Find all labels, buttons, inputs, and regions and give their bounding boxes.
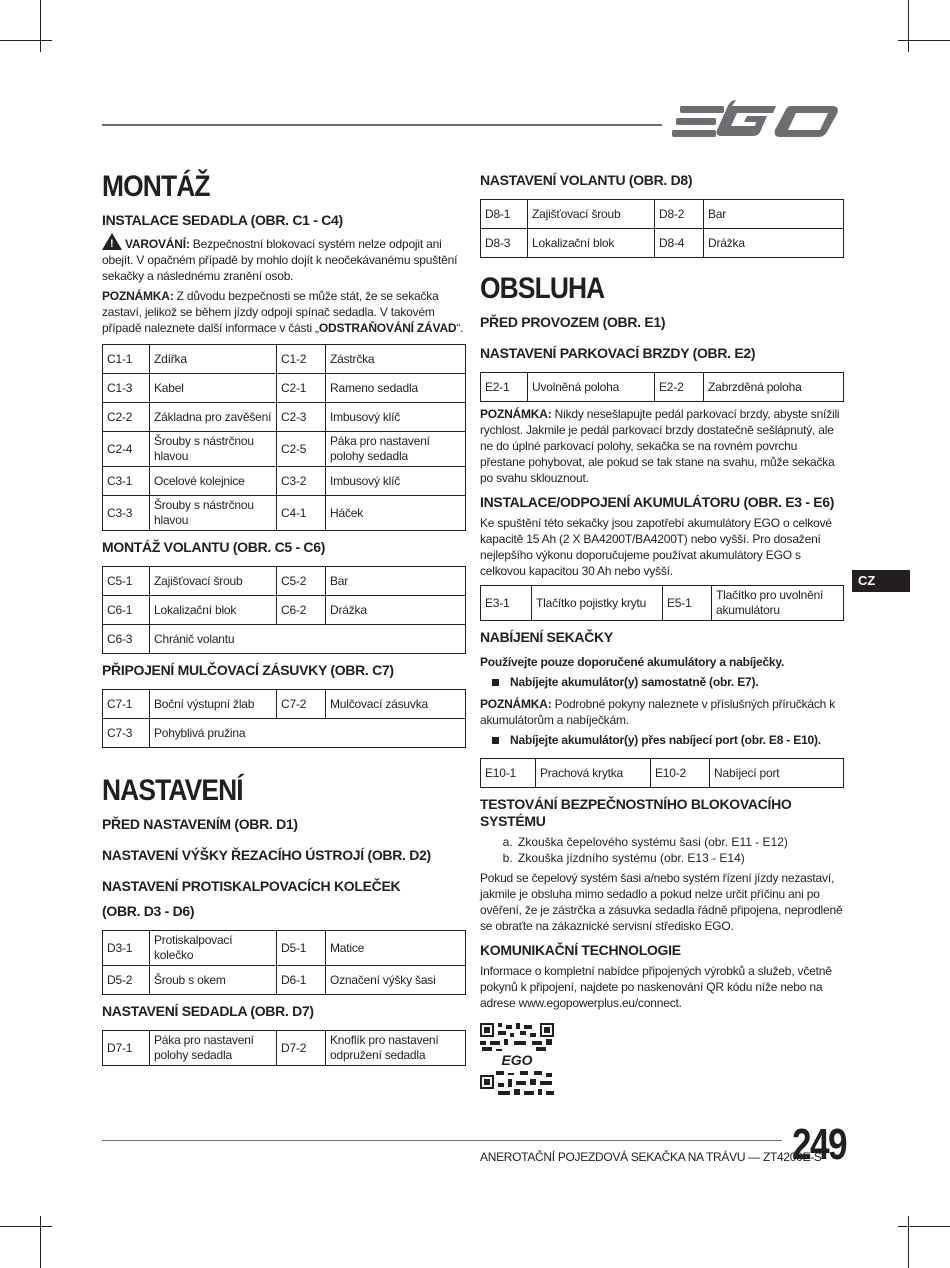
table-cell: E10-1 <box>481 759 536 788</box>
table-cell: Páka pro nastavení polohy sedadla <box>326 432 466 467</box>
subsection-title: INSTALACE SEDADLA (OBR. C1 - C4) <box>102 212 343 228</box>
table-cell: Bar <box>326 567 466 596</box>
table-row <box>103 1031 466 1066</box>
subsection-title: NABÍJENÍ SEKAČKY <box>480 629 613 645</box>
section-title-montaz: MONTÁŽ <box>102 170 210 203</box>
section-title-obsluha: OBSLUHA <box>480 272 605 305</box>
table-cell: C2-1 <box>277 374 326 403</box>
table-row <box>103 432 466 467</box>
table-cell: Mulčovací zásuvka <box>326 690 466 719</box>
table-row <box>103 403 466 432</box>
table-cell: C2-5 <box>277 432 326 467</box>
table-cell: D6-1 <box>277 966 326 995</box>
table-cell: C6-2 <box>277 596 326 625</box>
table-cell: Tlačítko pro uvolnění akumulátoru <box>712 586 844 621</box>
section-title-nastaveni: NASTAVENÍ <box>102 774 243 807</box>
subsection-title: PŘED NASTAVENÍM (OBR. D1) <box>102 816 298 832</box>
subsection-title: NASTAVENÍ PROTISKALPOVACÍCH KOLEČEK <box>102 878 401 894</box>
bullet-item: Nabíjejte akumulátor(y) přes nabíjecí port (obr. E8 - E10). <box>492 732 844 748</box>
table-cell: Šroub s okem <box>150 966 277 995</box>
table-cell: C3-3 <box>103 496 150 531</box>
warning-paragraph: ! VAROVÁNÍ: Bezpečnostní blokovací systém nelze odpojit ani obejít. V opačném případě by mohlo dojít k neočekávanému spuštění sekačky a následnému zranění osob. <box>102 233 466 284</box>
table-cell: Lokalizační blok <box>528 229 655 258</box>
note-paragraph: POZNÁMKA: Podrobné pokyny naleznete v příslušných příručkách k akumulátorům a nabíječkám. <box>480 697 836 727</box>
table-cell: Páka pro nastavení polohy sedadla <box>150 1031 277 1066</box>
crop-mark <box>908 1216 909 1268</box>
table-cell: Boční výstupní žlab <box>150 690 277 719</box>
subsection-title: TESTOVÁNÍ BEZPEČNOSTNÍHO BLOKOVACÍHO SYSTÉMU <box>480 796 792 829</box>
crop-mark <box>908 0 909 52</box>
table-cell: C3-2 <box>277 467 326 496</box>
table-cell: Zajišťovací šroub <box>150 567 277 596</box>
table-cell: Chránič volantu <box>150 625 466 654</box>
table-cell: C3-1 <box>103 467 150 496</box>
warning-icon: ! <box>102 233 122 250</box>
note-paragraph: POZNÁMKA: Nikdy nesešlapujte pedál parkovací brzdy, abyste snížili rychlost. Jakmile je pedál parkovací brzdy dostatečně sešlápnutý, ale ne do úplné parkovací polohy, sekačka se na rovném povrchu přestane pohybovat, ale pokud se tak stane na svahu, může sekačka po svahu sklouznout. <box>480 407 840 485</box>
table-cell: C2-4 <box>103 432 150 467</box>
subsection-title: NASTAVENÍ VOLANTU (OBR. D8) <box>480 172 693 188</box>
parts-table-d3 <box>102 930 466 995</box>
parts-table-d8 <box>480 199 844 258</box>
crop-mark <box>0 1226 52 1227</box>
table-row <box>103 719 466 748</box>
table-cell: Bar <box>704 200 844 229</box>
note-paragraph: POZNÁMKA: Z důvodu bezpečnosti se může stát, že se sekačka zastaví, jelikož se během jízdy odpojí spínač sedadla. V takovém případě naleznete další informace v části „ODSTRAŇOVÁNÍ ZÁVAD“. <box>102 289 464 335</box>
table-cell: Uvolněná poloha <box>528 373 655 402</box>
table-cell: Protiskalpovací kolečko <box>150 931 277 966</box>
table-row <box>481 759 844 788</box>
table-cell: D8-3 <box>481 229 528 258</box>
table-cell: D5-2 <box>103 966 150 995</box>
page-number: 249 <box>792 1120 846 1169</box>
table-cell: Nabíjecí port <box>710 759 844 788</box>
table-row <box>481 229 844 258</box>
crop-mark <box>0 40 52 41</box>
table-cell: C1-2 <box>277 345 326 374</box>
subsection-title: MONTÁŽ VOLANTU (OBR. C5 - C6) <box>102 539 326 555</box>
table-row <box>103 690 466 719</box>
footer-text: ANEROTAČNÍ POJEZDOVÁ SEKAČKA NA TRÁVU — ZT4200E-S <box>480 1150 822 1164</box>
table-cell: Tlačítko pojistky krytu <box>532 586 663 621</box>
left-column <box>102 150 466 1066</box>
table-row <box>481 373 844 402</box>
parts-table-e10 <box>480 758 844 788</box>
list-item: b. Zkouška jízdního systému (obr. E13 - E14) <box>516 850 844 866</box>
table-cell: Imbusový klíč <box>326 467 466 496</box>
parts-table-c7 <box>102 689 466 748</box>
qr-brand-label: EGO <box>501 1052 533 1068</box>
subsection-title: NASTAVENÍ PARKOVACÍ BRZDY (OBR. E2) <box>480 345 756 361</box>
body-paragraph: Ke spuštění této sekačky jsou zapotřebí akumulátory EGO o celkové kapacitě 15 Ah (2 X BA4200T/BA4200T) nebo vyšší. Pro dosažení nejlepšího výkonu doporučujeme používat akumulátory EGO s celkovou kapacitou 30 Ah nebo vyšší. <box>480 516 832 578</box>
table-row <box>103 596 466 625</box>
table-cell: Lokalizační blok <box>150 596 277 625</box>
table-cell: Označení výšky šasi <box>326 966 466 995</box>
table-cell: Ocelové kolejnice <box>150 467 277 496</box>
parts-table-c <box>102 344 466 531</box>
crop-mark <box>898 40 950 41</box>
table-cell: C7-2 <box>277 690 326 719</box>
table-row <box>103 467 466 496</box>
body-paragraph: Používejte pouze doporučené akumulátory a nabíječky. <box>480 655 785 669</box>
table-row <box>103 966 466 995</box>
subsection-title: NASTAVENÍ SEDADLA (OBR. D7) <box>102 1003 314 1019</box>
subsection-title: NASTAVENÍ VÝŠKY ŘEZACÍHO ÚSTROJÍ (OBR. D2) <box>102 847 431 863</box>
table-cell: C4-1 <box>277 496 326 531</box>
subsection-title: (OBR. D3 - D6) <box>102 903 195 919</box>
footer-rule <box>102 1140 782 1141</box>
table-cell: C5-1 <box>103 567 150 596</box>
body-paragraph: Pokud se čepelový systém šasi a/nebo systém řízení jízdy nezastaví, jakmile je obsluha mimo sedadlo a pokud nelze určit příčinu ani po ověření, že je zástrčka a zásuvka sedadla řádně připojena, neprodleně se obraťte na zákaznické servisní středisko EGO. <box>480 871 843 933</box>
parts-table-d7 <box>102 1030 466 1066</box>
table-cell: C5-2 <box>277 567 326 596</box>
subsection-title: KOMUNIKAČNÍ TECHNOLOGIE <box>480 942 681 958</box>
table-cell: C7-3 <box>103 719 150 748</box>
parts-table-e2 <box>480 372 844 402</box>
table-cell: C1-1 <box>103 345 150 374</box>
qr-code[interactable] <box>480 1023 554 1097</box>
header-rule <box>102 124 662 126</box>
table-row <box>481 586 844 621</box>
crop-mark <box>40 1216 41 1268</box>
table-cell: C2-2 <box>103 403 150 432</box>
table-cell: Šrouby s nástrčnou hlavou <box>150 496 277 531</box>
table-cell: E2-1 <box>481 373 528 402</box>
table-cell: Rameno sedadla <box>326 374 466 403</box>
crop-mark <box>898 1226 950 1227</box>
table-cell: D7-1 <box>103 1031 150 1066</box>
table-cell: Zabrzděná poloha <box>704 373 844 402</box>
bullet-item: Nabíjejte akumulátor(y) samostatně (obr. E7). <box>492 674 844 690</box>
subsection-title: INSTALACE/ODPOJENÍ AKUMULÁTORU (OBR. E3 - E6) <box>480 494 835 510</box>
table-cell: D7-2 <box>277 1031 326 1066</box>
right-column <box>480 172 844 1011</box>
table-cell: Drážka <box>326 596 466 625</box>
table-cell: Šrouby s nástrčnou hlavou <box>150 432 277 467</box>
table-cell: D8-4 <box>655 229 704 258</box>
crop-mark <box>40 0 41 52</box>
table-row <box>103 567 466 596</box>
table-row <box>103 931 466 966</box>
parts-table-e3 <box>480 585 844 621</box>
table-cell: E5-1 <box>663 586 712 621</box>
list-item: a. Zkouška čepelového systému šasi (obr. E11 - E12) <box>516 834 844 850</box>
table-cell: Háček <box>326 496 466 531</box>
language-tab: CZ <box>852 570 910 592</box>
table-cell: Imbusový klíč <box>326 403 466 432</box>
table-row <box>103 625 466 654</box>
subsection-title: PŘIPOJENÍ MULČOVACÍ ZÁSUVKY (OBR. C7) <box>102 662 394 678</box>
table-row <box>103 496 466 531</box>
table-cell: D8-1 <box>481 200 528 229</box>
table-cell: Zdířka <box>150 345 277 374</box>
table-cell: Matice <box>326 931 466 966</box>
table-cell: Zajišťovací šroub <box>528 200 655 229</box>
table-row <box>103 374 466 403</box>
table-row <box>481 200 844 229</box>
ego-logo <box>672 100 844 144</box>
table-cell: Zástrčka <box>326 345 466 374</box>
table-cell: Základna pro zavěšení <box>150 403 277 432</box>
table-row <box>103 345 466 374</box>
table-cell: Drážka <box>704 229 844 258</box>
table-cell: C1-3 <box>103 374 150 403</box>
parts-table-c5 <box>102 566 466 654</box>
table-cell: E3-1 <box>481 586 532 621</box>
test-list <box>480 834 844 866</box>
table-cell: D8-2 <box>655 200 704 229</box>
table-cell: E10-2 <box>651 759 710 788</box>
body-paragraph: Informace o kompletní nabídce připojených výrobků a služeb, včetně pokynů k připojení, najdete po naskenování QR kódu níže nebo na adrese www.egopowerplus.eu/connect. <box>480 964 832 1010</box>
subsection-title: PŘED PROVOZEM (OBR. E1) <box>480 314 666 330</box>
table-cell: C7-1 <box>103 690 150 719</box>
table-cell: D3-1 <box>103 931 150 966</box>
table-cell: D5-1 <box>277 931 326 966</box>
table-cell: Pohyblivá pružina <box>150 719 466 748</box>
table-cell: C6-3 <box>103 625 150 654</box>
table-cell: C6-1 <box>103 596 150 625</box>
table-cell: Kabel <box>150 374 277 403</box>
table-cell: C2-3 <box>277 403 326 432</box>
table-cell: Knoflík pro nastavení odpružení sedadla <box>326 1031 466 1066</box>
table-cell: Prachová krytka <box>536 759 651 788</box>
table-cell: E2-2 <box>655 373 704 402</box>
